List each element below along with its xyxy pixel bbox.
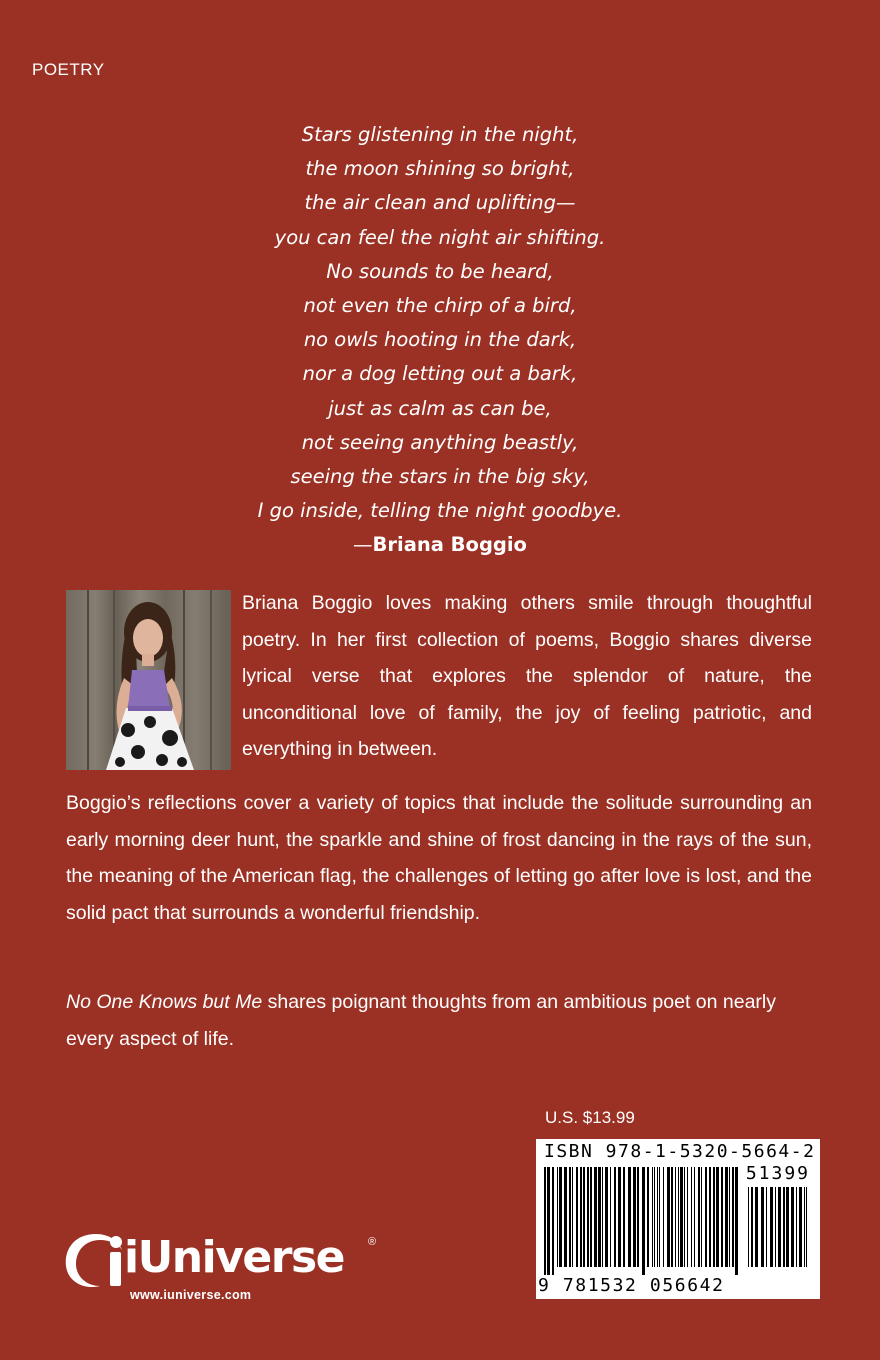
barcode-bar	[587, 1167, 589, 1267]
barcode-bar	[633, 1167, 636, 1267]
poem-line: No sounds to be heard,	[326, 259, 554, 283]
poem-line: not seeing anything beastly,	[301, 430, 579, 454]
barcode-bar	[602, 1167, 603, 1267]
barcode-bar	[637, 1167, 639, 1267]
barcode-bar	[713, 1167, 715, 1267]
barcode-price-code: 51399	[745, 1163, 810, 1184]
barcode-bar	[732, 1167, 734, 1267]
ean-barcode-bars	[544, 1167, 740, 1275]
poem-line: not even the chirp of a bird,	[303, 294, 577, 318]
author-photo	[66, 590, 231, 770]
barcode-bar	[572, 1167, 573, 1267]
barcode-bar	[654, 1167, 655, 1267]
barcode-bar	[663, 1167, 664, 1267]
publisher-logo	[60, 1228, 380, 1308]
poem-line: seeing the stars in the big sky,	[290, 465, 590, 489]
barcode-bar	[806, 1187, 807, 1267]
attribution-dash: —	[353, 533, 373, 557]
poem-line: the moon shining so bright,	[305, 157, 575, 181]
barcode	[536, 1139, 820, 1299]
barcode-bar	[755, 1187, 758, 1267]
poem-line: Stars glistening in the night,	[301, 123, 579, 146]
barcode-bar	[783, 1187, 785, 1267]
book-title: No One Knows but Me	[66, 991, 263, 1013]
barcode-bar	[804, 1187, 805, 1267]
barcode-bar	[659, 1167, 660, 1267]
barcode-bar	[748, 1187, 749, 1267]
barcode-bar	[576, 1167, 578, 1267]
barcode-bar	[735, 1167, 738, 1275]
barcode-bar	[729, 1167, 730, 1267]
barcode-bar	[709, 1167, 711, 1267]
barcode-bar	[716, 1167, 719, 1267]
barcode-bar	[675, 1167, 676, 1267]
barcode-bar	[761, 1187, 764, 1267]
barcode-bar	[725, 1167, 728, 1267]
barcode-bar	[680, 1167, 683, 1267]
barcode-bar	[671, 1167, 673, 1267]
barcode-bar	[623, 1167, 625, 1267]
price-label: U.S. $13.99	[545, 1108, 635, 1127]
barcode-bar	[642, 1167, 645, 1275]
barcode-bar	[590, 1167, 592, 1267]
poem-line: you can feel the night air shifting.	[274, 225, 606, 249]
poem-line: no owls hooting in the dark,	[303, 328, 577, 352]
barcode-bar	[559, 1167, 562, 1267]
barcode-bar	[796, 1187, 797, 1267]
poem-line: I go inside, telling the night goodbye.	[257, 499, 623, 523]
barcode-bar	[791, 1187, 794, 1267]
barcode-bar	[605, 1167, 608, 1267]
barcode-bar	[786, 1187, 789, 1267]
barcode-bar	[701, 1167, 702, 1267]
barcode-bar	[684, 1167, 685, 1267]
barcode-bar	[610, 1167, 611, 1267]
author-photo-illustration	[66, 590, 231, 770]
barcode-bar	[652, 1167, 653, 1267]
barcode-bar	[778, 1187, 781, 1267]
barcode-bar	[657, 1167, 658, 1267]
barcode-bar	[580, 1167, 582, 1267]
barcode-bar	[721, 1167, 723, 1267]
poem-line: nor a dog letting out a bark,	[302, 362, 578, 386]
barcode-bar	[628, 1167, 631, 1267]
barcode-bar	[766, 1187, 767, 1267]
barcode-bar	[687, 1167, 688, 1267]
barcode-bar	[569, 1167, 571, 1267]
poem-line: the air clean and uplifting—	[304, 191, 576, 215]
barcode-bar	[618, 1167, 621, 1267]
barcode-bar	[799, 1187, 802, 1267]
poem	[0, 118, 880, 563]
bio-paragraph-2: Boggio’s reflections cover a variety of topics that include the solitude surrounding an early morning deer hunt, the sparkle and shine of frost dancing in the rays of the sun, the meaning of the American flag, the challenges of letting go after love is lost, and the solid pact that surrounds a wonderful friendship.	[66, 792, 812, 924]
barcode-bar	[557, 1167, 558, 1267]
bio-paragraph-3-text: shares poignant thoughts from an ambitious poet on nearly every aspect of life.	[66, 991, 777, 1050]
barcode-bar	[552, 1167, 554, 1275]
barcode-bar	[547, 1167, 550, 1275]
barcode-bar	[678, 1167, 679, 1267]
publisher-name: iUniverse	[124, 1232, 344, 1283]
genre-label: POETRY	[32, 60, 105, 79]
addon-barcode-bars	[748, 1187, 812, 1275]
barcode-bar	[691, 1167, 692, 1267]
barcode-bar	[564, 1167, 567, 1267]
bio-paragraph-1: Briana Boggio loves making others smile through thoughtful poetry. In her first collection of poems, Boggio shares diverse lyrical verse that explores the splendor of nature, the unconditional love of family, the joy of feeling patriotic, and everything in between.	[242, 592, 812, 760]
barcode-bar	[583, 1167, 585, 1267]
poem-line: just as calm as can be,	[328, 396, 552, 420]
registered-mark: ®	[368, 1236, 377, 1248]
barcode-bar	[694, 1167, 695, 1267]
barcode-bar	[667, 1167, 670, 1267]
barcode-bar	[698, 1167, 700, 1267]
barcode-bar	[775, 1187, 776, 1267]
barcode-bar	[705, 1167, 707, 1267]
bio-paragraph-3	[66, 984, 812, 1057]
poem-attribution	[0, 528, 880, 562]
barcode-bar	[544, 1167, 546, 1275]
barcode-bar	[647, 1167, 649, 1267]
isbn-label: ISBN 978-1-5320-5664-2	[544, 1141, 816, 1162]
ean-digits: 9 781532 056642	[538, 1275, 725, 1296]
barcode-bar	[594, 1167, 597, 1267]
barcode-bar	[598, 1167, 601, 1267]
author-name: Briana Boggio	[372, 533, 527, 557]
barcode-bar	[614, 1167, 616, 1267]
publisher-url: www.iuniverse.com	[130, 1288, 252, 1302]
barcode-bar	[770, 1187, 773, 1267]
barcode-bar	[751, 1187, 753, 1267]
iuniverse-swirl-icon	[60, 1228, 130, 1290]
